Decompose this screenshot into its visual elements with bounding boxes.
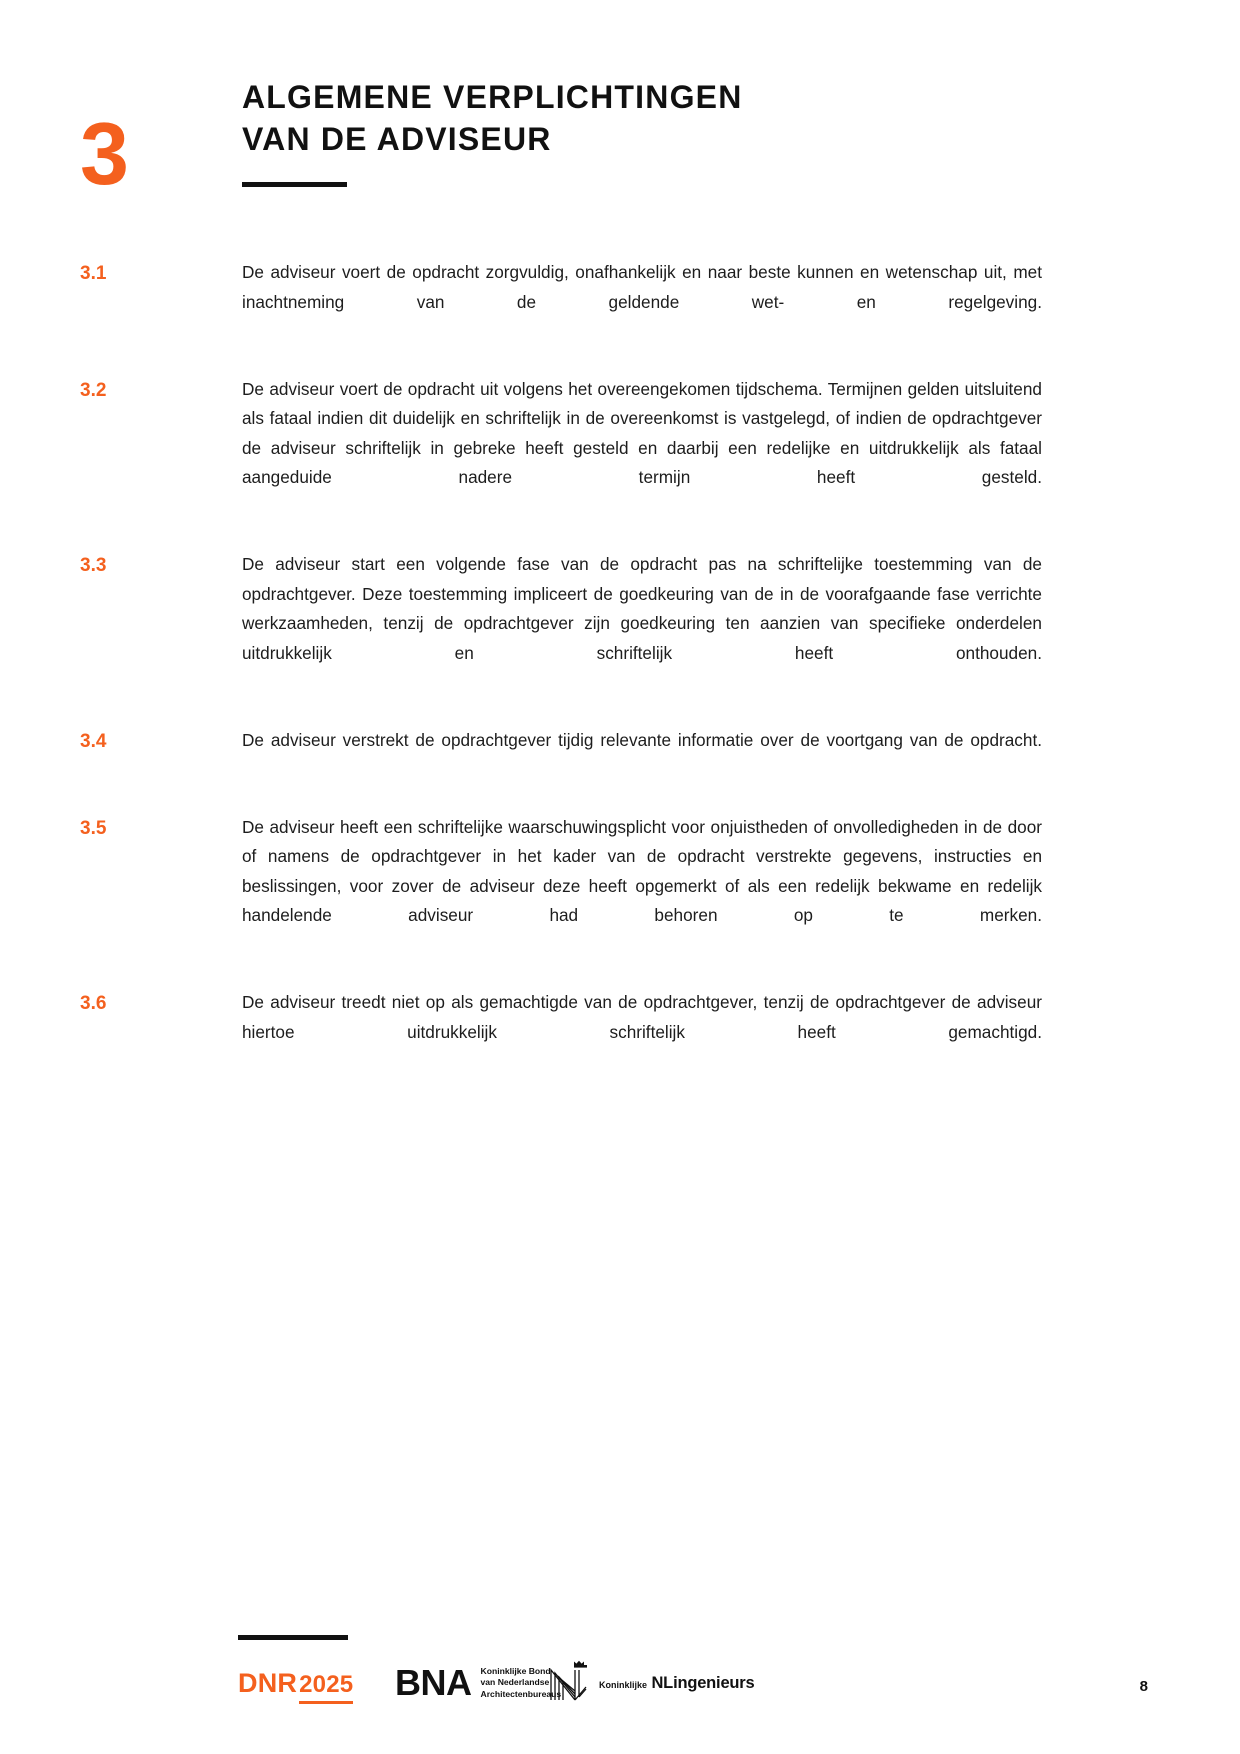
clause-text: De adviseur treedt niet op als gemachtigde van de opdrachtgever, tenzij de opdrachtgever de adviseur hiertoe uitdrukkelijk schriftelijk heeft gemachtigd. [242, 992, 1042, 1042]
chapter-divider [242, 182, 347, 187]
bna-subtitle-line-2: van Nederlandse [480, 1677, 550, 1688]
bna-logo-word: BNA [395, 1662, 472, 1703]
nlingenieurs-logo-top: Koninklijke [599, 1679, 648, 1690]
clause-item [0, 813, 1240, 961]
page-title [242, 76, 982, 160]
chapter-header [0, 58, 1240, 218]
clause-item [0, 726, 1240, 785]
clause-number: 3.4 [80, 730, 107, 752]
clause-text: De adviseur voert de opdracht uit volgens het overeengekomen tijdschema. Termijnen gelden uitsluitend als fataal indien dit duidelijk en schriftelijk in de overeenkomst is vastgelegd, of indien de opdrachtgever de adviseur schriftelijk in gebreke heeft gesteld en daarbij een redelijke en uitdrukkelijk als fataal aangeduide nadere termijn heeft gesteld. [242, 378, 1042, 487]
bna-logo [395, 1664, 561, 1702]
chapter-number: 3 [80, 104, 128, 203]
footer-divider [238, 1635, 348, 1640]
nlingenieurs-logo-text [599, 1674, 755, 1693]
clause-text: De adviseur voert de opdracht zorgvuldig, onafhankelijk en naar beste kunnen en wetenschap uit, met inachtneming van de geldende wet- en regelgeving. [242, 262, 1042, 312]
clause-number: 3.6 [80, 993, 107, 1014]
chapter-title-line-1: ALGEMENE VERPLICHTINGEN [242, 79, 743, 115]
nlingenieurs-logo [545, 1660, 755, 1706]
clause-item [0, 550, 1240, 698]
clause-number: 3.5 [80, 817, 107, 839]
dnr-logo-year: 2025 [299, 1670, 353, 1704]
bna-subtitle-line-1: Koninklijke Bond [480, 1666, 551, 1677]
page-footer [0, 1630, 1240, 1740]
clause-number: 3.3 [80, 555, 107, 576]
clause-number: 3.1 [80, 263, 107, 284]
clause-text: De adviseur start een volgende fase van de opdracht pas na schriftelijke toestemming van de opdrachtgever. Deze toestemming impliceert de goedkeuring van de in de voorafgaande fase verrichte werkzaamheden, tenzij de opdrachtgever zijn goedkeuring ten aanzien van specifieke onderdelen uitdrukkelijk en schriftelijk heeft onthouden. [242, 554, 1042, 663]
dnr-logo [238, 1668, 353, 1704]
chapter-title-line-2: VAN DE ADVISEUR [242, 121, 552, 157]
clause-item [0, 375, 1240, 523]
clause-text: De adviseur heeft een schriftelijke waarschuwingsplicht voor onjuistheden of onvolledigheden in de door of namens de opdrachtgever in het kader van de opdracht verstrekte gegevens, instructies en beslissingen, voor zover de adviseur deze heeft opgemerkt of als een redelijk bekwame en redelijk handelende adviseur had behoren op te merken. [242, 816, 1042, 925]
nlingenieurs-crown-n-icon [545, 1660, 591, 1706]
clause-number: 3.2 [80, 379, 107, 401]
clause-item [0, 988, 1240, 1077]
dnr-logo-word: DNR [238, 1668, 298, 1698]
clause-item [0, 258, 1240, 347]
bna-subtitle-line-3: Architectenbureaus [480, 1688, 562, 1699]
clause-text: De adviseur verstrekt de opdrachtgever tijdig relevante informatie over de voortgang van de opdracht. [242, 729, 1042, 750]
nlingenieurs-logo-main: NLingenieurs [651, 1673, 755, 1692]
page-number: 8 [1139, 1678, 1148, 1695]
clause-list [0, 258, 1240, 1105]
